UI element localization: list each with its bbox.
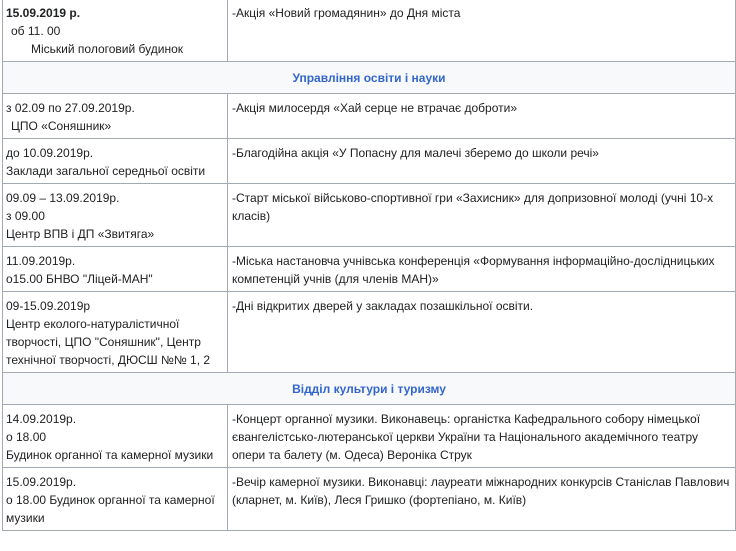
event-description: -Благодійна акція «У Попасну для малечі зберемо до школи речі»	[228, 139, 736, 184]
table-row	[3, 405, 736, 468]
event-description: -Вечір камерної музики. Виконавці: лауреати міжнародних конкурсів Станіслав Павлович (кларнет, м. Київ), Леся Гришко (фортепіано, м. Київ)	[228, 468, 736, 531]
event-description: -Міська настановча учнівська конференція «Формування інформаційно-дослідницьких компетенцій учнів (для членів МАН)»	[228, 247, 736, 292]
event-description: -Дні відкритих дверей у закладах позашкільної освіти.	[228, 292, 736, 373]
event-place: Центр еколого-натуралістичної творчості, ЦПО "Соняшник", Центр технічної творчості, ДЮСШ №№ 1, 2	[6, 317, 211, 367]
event-place: ЦПО «Соняшник»	[11, 119, 112, 133]
event-place: Міський пологовий будинок	[31, 42, 183, 56]
table-row	[3, 139, 736, 184]
section-row	[3, 62, 736, 94]
event-date-place-cell	[3, 184, 228, 247]
event-description: -Старт міської військово-спортивної гри «Захисник» для допризовної молоді (учні 10-х класів)	[228, 184, 736, 247]
event-time-place: о 18.00 Будинок органної та камерної музики	[6, 493, 215, 525]
table-row	[3, 468, 736, 531]
events-table	[2, 0, 736, 531]
event-time: з 09.00	[6, 209, 45, 223]
event-time: об 11. 00	[11, 24, 61, 38]
event-date-place-cell	[3, 0, 228, 62]
event-place: Заклади загальної середньої освіти	[6, 164, 206, 178]
event-place: Будинок органної та камерної музики	[6, 448, 214, 462]
event-time-place: о15.00 БНВО "Ліцей-МАН"	[6, 272, 153, 286]
table-row	[3, 292, 736, 373]
event-date: 15.09.2019 р.	[6, 6, 81, 20]
event-description: -Концерт органної музики. Виконавець: органістка Кафедрального собору німецької євангелістсько-лютеранської церкви України та Національного академічного театру опери та балету (м. Одеса) Вероніка Струк	[228, 405, 736, 468]
event-date: до 10.09.2019р.	[6, 146, 94, 160]
section-heading-culture: Відділ культури і туризму	[3, 373, 736, 405]
event-date-place-cell	[3, 247, 228, 292]
event-place: Центр ВПВ і ДП «Звитяга»	[6, 227, 155, 241]
event-date-place-cell	[3, 405, 228, 468]
event-description: -Акція милосердя «Хай серце не втрачає доброти»	[228, 94, 736, 139]
table-row	[3, 247, 736, 292]
table-row	[3, 0, 736, 62]
event-date-place-cell	[3, 292, 228, 373]
table-row	[3, 94, 736, 139]
table-row	[3, 184, 736, 247]
section-heading-education: Управління освіти і науки	[3, 62, 736, 94]
event-time: о 18.00	[6, 430, 47, 444]
event-description: -Акція «Новий громадянин» до Дня міста	[228, 0, 736, 62]
event-date-place-cell	[3, 94, 228, 139]
event-date: 14.09.2019р.	[6, 412, 77, 426]
event-date: 09-15.09.2019р	[6, 299, 91, 313]
event-date: з 02.09 по 27.09.2019р.	[6, 101, 135, 115]
event-date: 15.09.2019р.	[6, 475, 77, 489]
event-date: 11.09.2019р.	[6, 254, 76, 268]
event-date-place-cell	[3, 468, 228, 531]
section-row	[3, 373, 736, 405]
event-date-place-cell	[3, 139, 228, 184]
event-date: 09.09 – 13.09.2019р.	[6, 191, 120, 205]
